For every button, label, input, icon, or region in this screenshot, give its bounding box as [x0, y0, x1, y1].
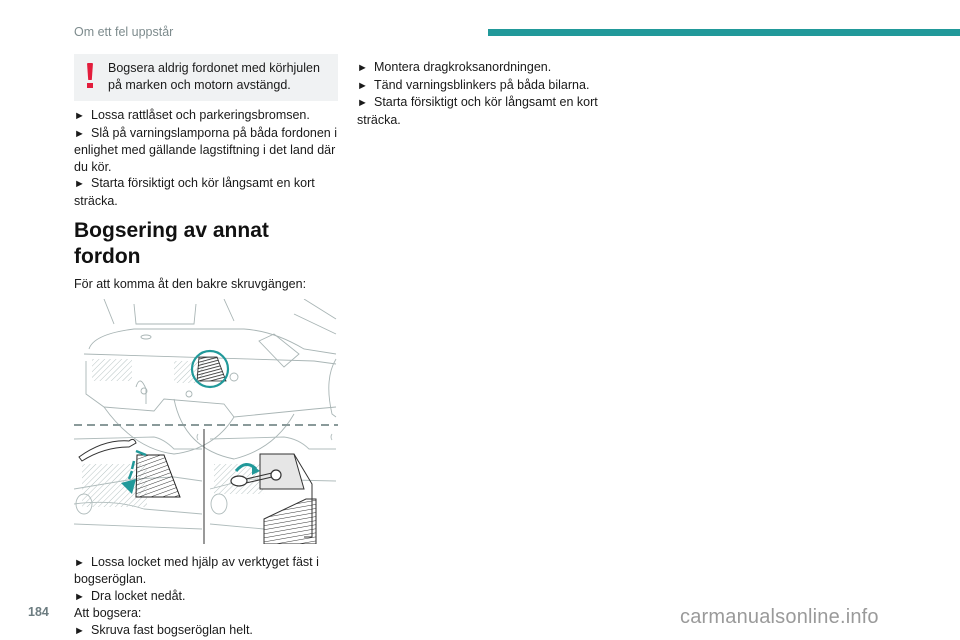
section-heading: Bogsering av annat fordon — [74, 219, 269, 268]
tool-icon — [79, 439, 136, 461]
tow-cover — [197, 357, 226, 381]
step-item: ► Skruva fast bogseröglan helt. — [74, 622, 338, 640]
exclamation-warning-icon — [87, 63, 94, 89]
warning-text: Bogsera aldrig fordonet med körhjulen på marken och motorn avstängd. — [108, 61, 320, 92]
warning-box — [74, 54, 338, 101]
header-accent-bar — [488, 29, 960, 36]
step-item: ► Starta försiktigt och kör långsamt en kort sträcka. — [74, 175, 338, 209]
right-column — [357, 59, 607, 128]
tow-eye-illustration — [74, 299, 338, 544]
step-item: ► Slå på varningslamporna på båda fordonen i enlighet med gällande lagstiftning i det land där du kör. — [74, 125, 338, 176]
left-column — [74, 54, 338, 639]
step-item: ► Starta försiktigt och kör långsamt en kort sträcka. — [357, 94, 607, 128]
watermark-link[interactable]: carmanualsonline.info — [680, 606, 879, 628]
tow-eye-icon — [231, 476, 247, 486]
step-item: ► Dra locket nedåt. — [74, 588, 338, 606]
step-item: ► Montera dragkroksanordningen. — [357, 59, 607, 77]
page-number: 184 — [28, 605, 49, 619]
step-item: ► Tänd varningsblinkers på båda bilarna. — [357, 77, 607, 95]
step-item: ► Lossa rattlåset och parkeringsbromsen. — [74, 107, 338, 125]
subheading: Att bogsera: — [74, 606, 142, 620]
section-title: Om ett fel uppstår — [74, 25, 174, 39]
step-item: ► Lossa locket med hjälp av verktyget fäst i bogseröglan. — [74, 554, 338, 588]
cover-removed — [136, 455, 180, 497]
removed-cover-detail — [264, 499, 316, 544]
intro-text: För att komma åt den bakre skruvgängen: — [74, 277, 307, 291]
